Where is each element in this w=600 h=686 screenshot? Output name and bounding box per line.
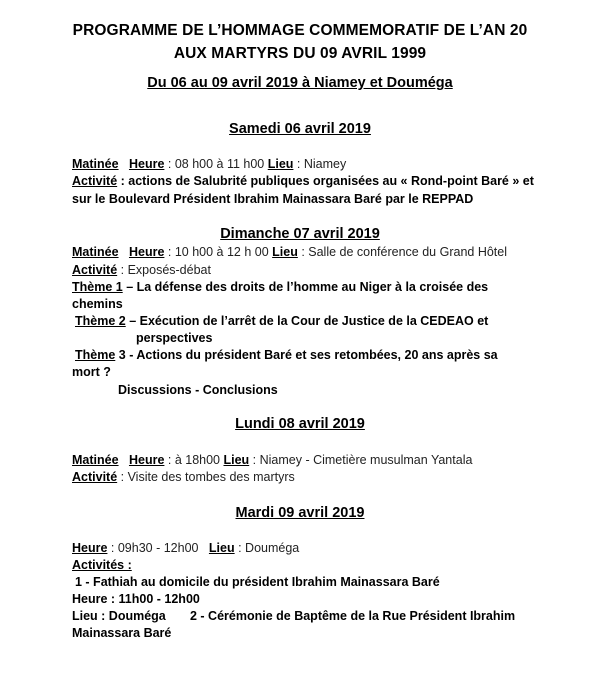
day2-theme2-line-2: perspectives bbox=[136, 331, 213, 345]
matinee-label: Matinée bbox=[72, 453, 119, 467]
day2-activite: : Exposés-débat bbox=[117, 263, 211, 277]
day3-activity-line bbox=[72, 470, 295, 484]
day2-theme1-line bbox=[72, 280, 488, 294]
day2-activity-line bbox=[72, 263, 211, 277]
day2-theme2-line bbox=[75, 314, 488, 328]
theme3-label: Thème bbox=[75, 348, 116, 362]
day4-lieu: : Douméga bbox=[234, 541, 300, 555]
activite-label: Activité bbox=[72, 470, 118, 484]
day1-activity-line bbox=[72, 174, 534, 188]
activite-label: Activité bbox=[72, 263, 118, 277]
day1-heading: Samedi 06 avril 2019 bbox=[229, 121, 371, 137]
document-title-line-1: PROGRAMME DE L’HOMMAGE COMMEMORATIF DE L’AN 20 bbox=[72, 22, 528, 39]
day4-schedule-line bbox=[72, 541, 299, 555]
activites-label: Activités : bbox=[72, 558, 132, 572]
day1-heure: : 08 h00 à 11 h00 bbox=[164, 157, 268, 171]
day2-theme3-line-2: mort ? bbox=[72, 365, 111, 379]
matinee-label: Matinée bbox=[72, 245, 119, 259]
day2-theme3-line bbox=[75, 348, 498, 362]
activite-label: Activité bbox=[72, 174, 118, 188]
matinee-label: Matinée bbox=[72, 157, 119, 171]
day3-schedule-line bbox=[72, 453, 472, 467]
day2-lieu: : Salle de conférence du Grand Hôtel bbox=[297, 245, 507, 259]
theme1-label: Thème 1 bbox=[72, 280, 123, 294]
day4-activity-2: 2 - Cérémonie de Baptême de la Rue Président Ibrahim bbox=[190, 609, 516, 623]
heure-label: Heure bbox=[128, 453, 165, 467]
day4-activity-1: 1 - Fathiah au domicile du président Ibrahim Mainassara Baré bbox=[75, 575, 440, 589]
day4-heading: Mardi 09 avril 2019 bbox=[235, 505, 365, 521]
day2-discussions: Discussions - Conclusions bbox=[118, 383, 278, 397]
day2-theme1: – La défense des droits de l’homme au Niger à la croisée des bbox=[122, 280, 489, 294]
day2-schedule-line bbox=[72, 245, 507, 259]
lieu-label: Lieu bbox=[208, 541, 235, 555]
heure-label: Heure bbox=[128, 157, 165, 171]
day2-theme1-line-2: chemins bbox=[72, 297, 123, 311]
day3-heading: Lundi 08 avril 2019 bbox=[235, 416, 365, 432]
day3-activite: : Visite des tombes des martyrs bbox=[117, 470, 295, 484]
day2-heading: Dimanche 07 avril 2019 bbox=[220, 226, 380, 242]
document-title-line-2: AUX MARTYRS DU 09 AVRIL 1999 bbox=[173, 45, 427, 62]
day1-lieu: : Niamey bbox=[293, 157, 347, 171]
day2-heure: : 10 h00 à 12 h 00 bbox=[164, 245, 273, 259]
lieu-label: Lieu bbox=[267, 157, 294, 171]
heure-label: Heure bbox=[128, 245, 165, 259]
day4-activity-1-heure: Heure : 11h00 - 12h00 bbox=[72, 592, 200, 606]
day3-heure: : à 18h00 bbox=[164, 453, 224, 467]
day4-activity-2-lieu: Lieu : Douméga bbox=[72, 609, 166, 623]
heure-label: Heure bbox=[72, 541, 108, 555]
day1-activity-line-2: sur le Boulevard Président Ibrahim Mainassara Baré par le REPPAD bbox=[72, 192, 474, 206]
document-subtitle: Du 06 au 09 avril 2019 à Niamey et Douméga bbox=[147, 75, 453, 91]
lieu-label: Lieu bbox=[223, 453, 250, 467]
day4-activity-2-line-2: Mainassara Baré bbox=[72, 626, 172, 640]
day2-theme2: – Exécution de l’arrêt de la Cour de Justice de la CEDEAO et bbox=[125, 314, 489, 328]
day4-heure: : 09h30 - 12h00 bbox=[107, 541, 202, 555]
day3-lieu: : Niamey - Cimetière musulman Yantala bbox=[249, 453, 473, 467]
day2-theme3: 3 - Actions du président Baré et ses retombées, 20 ans après sa bbox=[115, 348, 498, 362]
day1-activite: : actions de Salubrité publiques organisées au « Rond-point Baré » et bbox=[117, 174, 534, 188]
lieu-label: Lieu bbox=[272, 245, 298, 259]
theme2-label: Thème 2 bbox=[75, 314, 126, 328]
day1-schedule-line bbox=[72, 157, 346, 171]
day4-activites-label-line bbox=[72, 558, 132, 572]
